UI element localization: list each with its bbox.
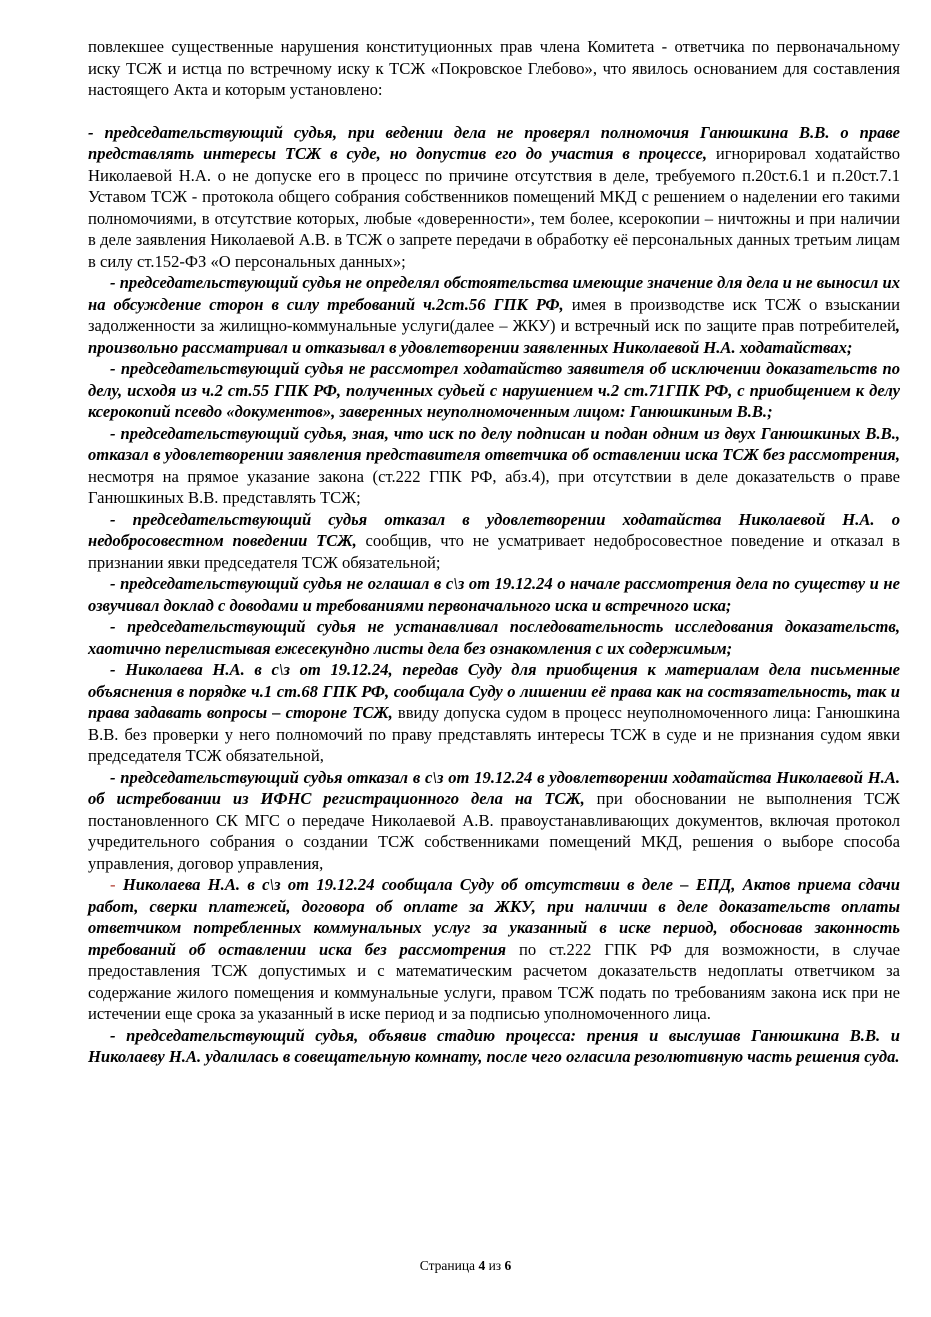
item-bold-text: председательствующий судья не устанавливал последовательность исследования доказательств, хаотично перелистывая ежесекундно листы дела без ознакомления с их содержимым; bbox=[88, 617, 900, 658]
item-dash: - bbox=[110, 359, 121, 378]
finding-item bbox=[88, 616, 900, 659]
finding-item bbox=[88, 1025, 900, 1068]
item-dash: - bbox=[110, 875, 123, 894]
item-dash: - bbox=[110, 767, 121, 787]
item-dash: - bbox=[110, 1025, 127, 1045]
finding-item bbox=[88, 423, 900, 509]
item-dash: - bbox=[110, 509, 133, 529]
item-regular-text: несмотря на прямое указание закона (ст.222 ГПК РФ, абз.4), при отсутствии в деле доказательств о праве Ганюшкиных В.В. представлять ТСЖ; bbox=[88, 466, 900, 507]
item-bold-text: председательствующий судья не определял обстоятельства имеющие значение для дела и не выносил их на обсуждение сторон в силу требований ч.2ст.56 ГПК РФ, bbox=[88, 273, 900, 314]
footer-prefix: Страница bbox=[419, 1258, 479, 1273]
footer-total-pages: 6 bbox=[504, 1258, 512, 1273]
item-dash: - bbox=[110, 273, 120, 292]
finding-item bbox=[88, 874, 900, 1025]
findings-list bbox=[88, 122, 900, 1068]
item-dash: - bbox=[110, 617, 128, 636]
finding-item bbox=[88, 358, 900, 423]
item-bold-text: председательствующий судья, объявив стадию процесса: прения и выслушав Ганюшкина В.В. и Николаеву Н.А. удалилась в совещательную комнату, после чего огласила резолютивную часть решения суда. bbox=[88, 1025, 900, 1066]
intro-paragraph: повлекшее существенные нарушения конституционных прав члена Комитета - ответчика по первоначальному иску ТСЖ и истца по встречному иску к ТСЖ «Покровское Глебово», что явилось основанием для составления настоящего Акта и которым установлено: bbox=[88, 37, 900, 99]
item-bold-text: председательствующий судья, при ведении дела не проверял полномочия Ганюшкина В.В. о праве представлять интересы ТСЖ в суде, но допустив его до участия в процессе, bbox=[88, 122, 900, 163]
item-bold-text: Николаева Н.А. в с\з от 19.12.24, передав Суду для приобщения к материалам дела письменные объяснения в порядке ч.1 ст.68 ГПК РФ, сообщала Суду о лишении её права как на состязательность, так и права задавать вопросы – стороне ТСЖ, bbox=[88, 660, 900, 722]
finding-item bbox=[88, 573, 900, 616]
item-bold-text: Николаева Н.А. в с\з от 19.12.24 сообщала Суду об отсутствии в деле – ЕПД, Актов приема сдачи работ, сверки платежей, договора об оплате за ЖКУ, при наличии в деле доказательств оплаты ответчиком потребленных коммунальных услуг за указанный в иске период, обосновав законность требований об оставлении иска без рассмотрения bbox=[88, 875, 900, 959]
item-dash: - bbox=[110, 423, 121, 443]
item-regular-text: игнорировал ходатайство Николаевой Н.А. о не допуске его в процесс по причине отсутствия в деле, требуемого п.20ст.6.1 и п.20ст.7.1 Уставом ТСЖ - протокола общего собрания собственников помещений МКД с решением о наделении его такими полномочиями, в отсутствие которых, любые «доверенности», тем более, ксерокопии – ничтожны и при наличии в деле заявления Николаевой А.В. в ТСЖ о запрете передачи в обработку её персональных данных третьим лицам в силу ст.152-ФЗ «О персональных данных»; bbox=[88, 144, 900, 271]
item-bold-text: председательствующий судья, зная, что иск по делу подписан и подан одним из двух Ганюшкиных В.В., отказал в удовлетворении заявления представителя ответчика об оставлении иска ТСЖ без рассмотрения, bbox=[88, 423, 900, 464]
finding-item bbox=[88, 272, 900, 358]
item-bold-text: председательствующий судья не оглашал в с\з от 19.12.24 о начале рассмотрения дела по существу и не озвучивал доклад с доводами и требованиями первоначального иска и встречного иска; bbox=[88, 574, 900, 615]
item-regular-text: при обосновании не выполнения ТСЖ постановленного СК МГС о передаче Николаевой А.В. правоустанавливающих документов, включая протокол учредительного собрания о создании ТСЖ собственниками помещений МКД, решения о выборе способа управления, договор управления, bbox=[88, 789, 901, 873]
finding-item bbox=[88, 509, 900, 574]
item-dash: - bbox=[110, 660, 126, 679]
page-footer bbox=[0, 1258, 931, 1274]
item-bold-text: председательствующий судья отказал в удовлетворении ходатайства Николаевой Н.А. о недобросовестном поведении ТСЖ, bbox=[88, 509, 900, 550]
item-regular-text: имея в производстве иск ТСЖ о взыскании задолженности за жилищно-коммунальные услуги(далее – ЖКУ) и встречный иск по защите прав потребителей bbox=[88, 294, 901, 335]
footer-middle: из bbox=[485, 1258, 505, 1273]
finding-item bbox=[88, 122, 900, 273]
item-regular-text: по ст.222 ГПК РФ для возможности, в случае предоставления ТСЖ допустимых и с математическим расчетом доказательств недоплаты ответчиком за содержание жилого помещения и коммунальные услуги, правом ТСЖ подать по требованиям закона иск при не истечении еще срока за указанный в иске период и за подписью уполномоченного лица. bbox=[88, 939, 900, 1023]
item-regular-text: ввиду допуска судом в процесс неуполномоченного лица: Ганюшкина В.В. без проверки у него полномочий по праву представлять интересы ТСЖ в суде и не признания судом явки председателя ТСЖ обязательной, bbox=[88, 703, 900, 765]
item-dash: - bbox=[110, 574, 121, 593]
item-bold-text: председательствующий судья не рассмотрел ходатайство заявителя об исключении доказательств по делу, исходя из ч.2 ст.55 ГПК РФ, полученных судьей с нарушением ч.2 ст.71ГПК РФ, с приобщением к делу ксерокопий псевдо «документов», заверенных неуполномоченным лицом: Ганюшкиным В.В.; bbox=[88, 359, 900, 421]
item-bold-text: председательствующий судья отказал в с\з от 19.12.24 в удовлетворении ходатайства Николаевой Н.А. об истребовании из ИФНС регистрационного дела на ТСЖ, bbox=[88, 767, 900, 808]
document-body bbox=[88, 36, 900, 1068]
item-dash: - bbox=[88, 122, 105, 142]
item-regular-text: сообщив, что не усматривает недобросовестное поведение и отказал в признании явки председателя ТСЖ обязательной; bbox=[88, 531, 900, 572]
finding-item bbox=[88, 767, 900, 875]
item-bold-text-continued: , произвольно рассматривал и отказывал в удовлетворении заявленных Николаевой Н.А. ходатайствах; bbox=[88, 316, 900, 357]
finding-item bbox=[88, 659, 900, 767]
footer-current-page: 4 bbox=[478, 1258, 486, 1273]
